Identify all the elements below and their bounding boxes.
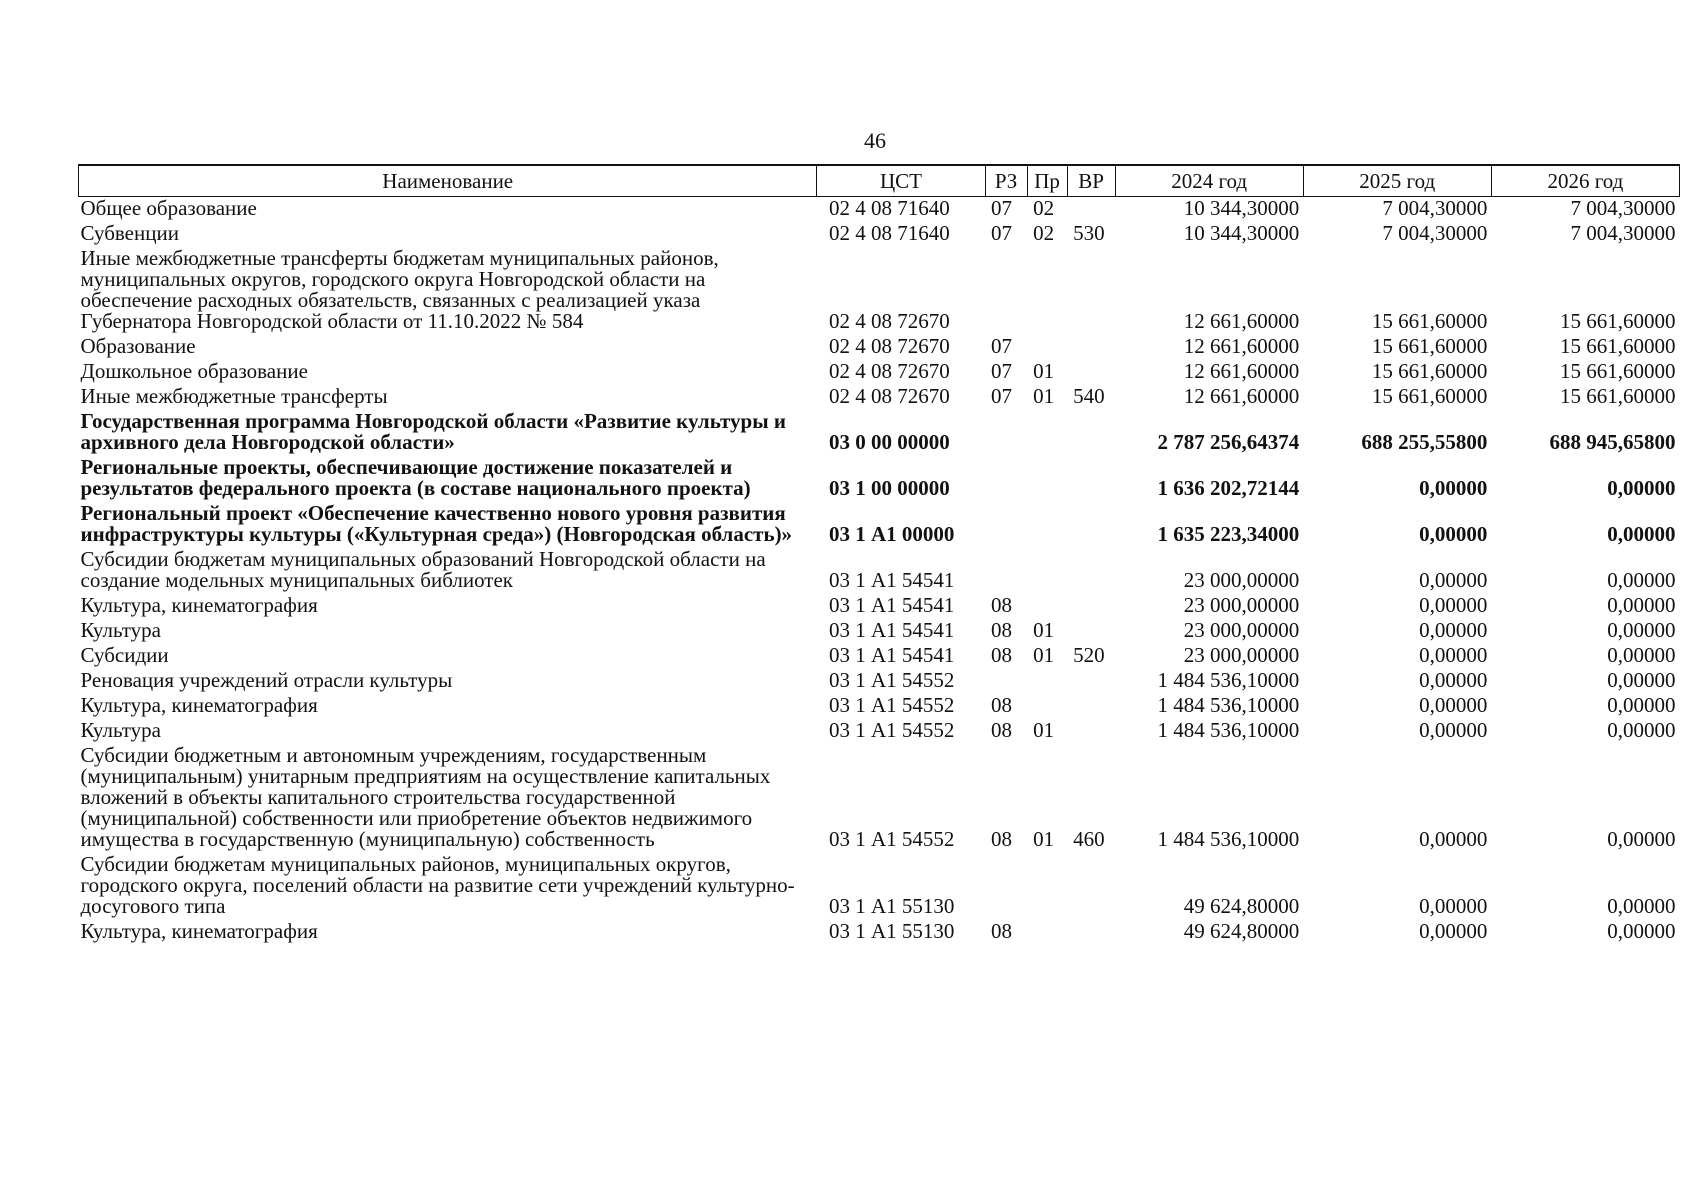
column-header-pr: Пр — [1027, 165, 1067, 197]
table-row — [79, 920, 1680, 945]
row-amount-2025: 0,00000 — [1419, 668, 1488, 692]
row-rz: 08 — [991, 593, 1013, 617]
row-cst: 02 4 08 72670 — [828, 309, 950, 333]
row-amount-2024: 1 484 536,10000 — [1157, 693, 1300, 717]
row-name: Субсидии бюджетам муниципальных образований Новгородской области на создание модельных муниципальных библиотек — [80, 547, 766, 592]
row-rz — [985, 669, 1027, 694]
row-amount-2024: 1 635 223,34000 — [1157, 522, 1300, 546]
column-header-2026: 2026 год — [1491, 165, 1679, 197]
row-amount-2024: 1 484 536,10000 — [1157, 827, 1300, 851]
column-header-2024: 2024 год — [1115, 165, 1303, 197]
row-cst: 03 0 00 00000 — [828, 430, 950, 454]
row-vr — [1067, 360, 1115, 385]
row-name: Иные межбюджетные трансферты — [80, 384, 388, 408]
row-amount-2024: 23 000,00000 — [1183, 618, 1300, 642]
row-amount-2025: 0,00000 — [1419, 568, 1488, 592]
table-row — [79, 385, 1680, 410]
table-row — [79, 669, 1680, 694]
row-amount-2024: 12 661,60000 — [1183, 359, 1300, 383]
row-vr — [1067, 197, 1115, 223]
row-amount-2026: 0,00000 — [1607, 476, 1676, 500]
row-vr: 540 — [1073, 384, 1105, 408]
row-pr — [1027, 594, 1067, 619]
row-rz: 08 — [991, 643, 1013, 667]
row-amount-2024: 23 000,00000 — [1183, 568, 1300, 592]
row-vr — [1067, 669, 1115, 694]
row-amount-2025: 0,00000 — [1419, 643, 1488, 667]
budget-table — [78, 164, 1680, 945]
row-amount-2024: 23 000,00000 — [1183, 643, 1300, 667]
table-row — [79, 247, 1680, 335]
row-rz: 07 — [991, 384, 1013, 408]
row-amount-2025: 15 661,60000 — [1371, 359, 1488, 383]
row-cst: 03 1 А1 54541 — [828, 618, 955, 642]
table-row — [79, 502, 1680, 548]
row-cst: 03 1 А1 55130 — [828, 919, 955, 943]
table-header-row — [79, 165, 1680, 197]
column-header-rz: РЗ — [985, 165, 1027, 197]
row-vr — [1067, 410, 1115, 456]
row-cst: 03 1 А1 00000 — [828, 522, 955, 546]
row-rz: 07 — [991, 196, 1013, 220]
row-rz — [985, 456, 1027, 502]
table-row — [79, 744, 1680, 853]
row-pr — [1027, 669, 1067, 694]
table-row — [79, 222, 1680, 247]
row-name: Дошкольное образование — [80, 359, 308, 383]
row-amount-2024: 10 344,30000 — [1183, 196, 1300, 220]
table-row — [79, 853, 1680, 920]
row-amount-2024: 49 624,80000 — [1183, 919, 1300, 943]
row-cst: 03 1 00 00000 — [828, 476, 950, 500]
row-rz — [985, 853, 1027, 920]
row-cst: 03 1 А1 54552 — [828, 827, 955, 851]
row-amount-2025: 0,00000 — [1419, 693, 1488, 717]
budget-table-sheet — [78, 164, 1680, 945]
table-row — [79, 197, 1680, 223]
row-vr: 460 — [1073, 827, 1105, 851]
row-amount-2026: 0,00000 — [1607, 668, 1676, 692]
row-amount-2025: 7 004,30000 — [1382, 196, 1488, 220]
row-amount-2026: 0,00000 — [1607, 522, 1676, 546]
row-name: Субсидии — [80, 643, 169, 667]
row-name: Иные межбюджетные трансферты бюджетам муниципальных районов, муниципальных округов, городского округа Новгородской области на обеспечение расходных обязательств, связанных с реализацией указа Губернатора Новгородской области от 11.10.2022 № 584 — [80, 246, 719, 333]
row-vr — [1067, 247, 1115, 335]
row-name: Культура, кинематография — [80, 693, 318, 717]
row-vr — [1067, 502, 1115, 548]
row-name: Субсидии бюджетам муниципальных районов, муниципальных округов, городского округа, поселений области на развитие сети учреждений культурно-досугового типа — [80, 852, 795, 918]
row-cst: 02 4 08 72670 — [828, 384, 950, 408]
row-amount-2026: 0,00000 — [1607, 894, 1676, 918]
row-name: Региональные проекты, обеспечивающие достижение показателей и результатов федерального проекта (в составе национального проекта) — [80, 455, 751, 500]
row-pr — [1027, 853, 1067, 920]
row-amount-2024: 10 344,30000 — [1183, 221, 1300, 245]
row-amount-2026: 0,00000 — [1607, 593, 1676, 617]
row-amount-2026: 688 945,65800 — [1549, 430, 1676, 454]
row-cst: 03 1 А1 54541 — [828, 593, 955, 617]
row-amount-2026: 0,00000 — [1607, 618, 1676, 642]
row-pr — [1027, 548, 1067, 594]
row-cst: 03 1 А1 54541 — [828, 568, 955, 592]
row-vr — [1067, 548, 1115, 594]
row-amount-2024: 1 484 536,10000 — [1157, 668, 1300, 692]
row-amount-2025: 7 004,30000 — [1382, 221, 1488, 245]
row-amount-2025: 0,00000 — [1419, 919, 1488, 943]
row-pr: 01 — [1033, 384, 1055, 408]
table-row — [79, 594, 1680, 619]
row-amount-2026: 0,00000 — [1607, 568, 1676, 592]
row-amount-2024: 49 624,80000 — [1183, 894, 1300, 918]
row-amount-2024: 12 661,60000 — [1183, 309, 1300, 333]
column-header-2025: 2025 год — [1303, 165, 1491, 197]
row-pr — [1027, 335, 1067, 360]
row-rz: 07 — [991, 359, 1013, 383]
row-rz: 08 — [991, 919, 1013, 943]
row-amount-2026: 15 661,60000 — [1560, 359, 1676, 383]
row-pr: 01 — [1033, 643, 1055, 667]
row-amount-2026: 0,00000 — [1607, 919, 1676, 943]
row-pr: 01 — [1033, 618, 1055, 642]
row-rz — [985, 410, 1027, 456]
page-number: 46 — [864, 128, 886, 153]
row-name: Субвенции — [80, 221, 179, 245]
table-row — [79, 694, 1680, 719]
row-name: Общее образование — [80, 196, 257, 220]
row-name: Образование — [80, 334, 196, 358]
row-rz: 08 — [991, 693, 1013, 717]
row-amount-2026: 7 004,30000 — [1570, 221, 1676, 245]
row-pr — [1027, 694, 1067, 719]
row-vr — [1067, 719, 1115, 744]
row-rz: 08 — [991, 718, 1013, 742]
row-amount-2026: 15 661,60000 — [1560, 334, 1676, 358]
row-amount-2026: 0,00000 — [1607, 718, 1676, 742]
row-amount-2024: 2 787 256,64374 — [1157, 430, 1300, 454]
row-amount-2025: 0,00000 — [1419, 894, 1488, 918]
row-amount-2026: 15 661,60000 — [1560, 384, 1676, 408]
row-cst: 03 1 А1 54552 — [828, 693, 955, 717]
row-pr — [1027, 410, 1067, 456]
row-amount-2025: 15 661,60000 — [1371, 334, 1488, 358]
row-vr — [1067, 920, 1115, 945]
row-cst: 02 4 08 71640 — [828, 221, 950, 245]
row-amount-2026: 0,00000 — [1607, 827, 1676, 851]
row-amount-2025: 688 255,55800 — [1361, 430, 1488, 454]
row-amount-2024: 23 000,00000 — [1183, 593, 1300, 617]
row-cst: 03 1 А1 54541 — [828, 643, 955, 667]
row-amount-2024: 1 484 536,10000 — [1157, 718, 1300, 742]
row-rz: 07 — [991, 334, 1013, 358]
row-amount-2025: 0,00000 — [1419, 618, 1488, 642]
row-pr: 01 — [1033, 718, 1055, 742]
row-name: Культура — [80, 718, 161, 742]
table-row — [79, 410, 1680, 456]
row-amount-2024: 1 636 202,72144 — [1157, 476, 1300, 500]
row-rz — [985, 247, 1027, 335]
row-name: Культура, кинематография — [80, 593, 318, 617]
row-amount-2025: 15 661,60000 — [1371, 309, 1488, 333]
row-amount-2025: 15 661,60000 — [1371, 384, 1488, 408]
row-pr: 01 — [1033, 827, 1055, 851]
row-amount-2026: 0,00000 — [1607, 693, 1676, 717]
row-name: Субсидии бюджетным и автономным учреждениям, государственным (муниципальным) унитарным предприятиям на осуществление капитальных вложений в объекты капитального строительства государственной (муниципальной) собственности или приобретение объектов недвижимого имущества в государственную (муниципальную) собственность — [80, 743, 771, 851]
column-header-name: Наименование — [79, 165, 817, 197]
row-cst: 02 4 08 72670 — [828, 359, 950, 383]
column-header-vr: ВР — [1067, 165, 1115, 197]
row-amount-2026: 15 661,60000 — [1560, 309, 1676, 333]
row-pr — [1027, 502, 1067, 548]
table-row — [79, 548, 1680, 594]
row-rz — [985, 502, 1027, 548]
row-amount-2025: 0,00000 — [1419, 593, 1488, 617]
row-amount-2025: 0,00000 — [1419, 522, 1488, 546]
row-rz: 08 — [991, 827, 1013, 851]
row-amount-2024: 12 661,60000 — [1183, 384, 1300, 408]
row-name: Государственная программа Новгородской области «Развитие культуры и архивного дела Новгородской области» — [80, 409, 786, 454]
row-vr: 530 — [1073, 221, 1105, 245]
table-row — [79, 619, 1680, 644]
table-row — [79, 360, 1680, 385]
row-cst: 02 4 08 71640 — [828, 196, 950, 220]
table-row — [79, 456, 1680, 502]
row-pr — [1027, 920, 1067, 945]
row-rz — [985, 548, 1027, 594]
row-vr — [1067, 594, 1115, 619]
row-cst: 03 1 А1 54552 — [828, 718, 955, 742]
row-name: Культура — [80, 618, 161, 642]
row-vr — [1067, 456, 1115, 502]
row-pr — [1027, 247, 1067, 335]
row-amount-2024: 12 661,60000 — [1183, 334, 1300, 358]
row-vr: 520 — [1073, 643, 1105, 667]
row-pr — [1027, 456, 1067, 502]
column-header-cst: ЦСТ — [817, 165, 985, 197]
table-row — [79, 335, 1680, 360]
row-vr — [1067, 335, 1115, 360]
table-body — [79, 197, 1680, 946]
row-amount-2025: 0,00000 — [1419, 827, 1488, 851]
table-row — [79, 644, 1680, 669]
row-name: Реновация учреждений отрасли культуры — [80, 668, 453, 692]
row-vr — [1067, 694, 1115, 719]
row-amount-2026: 0,00000 — [1607, 643, 1676, 667]
row-vr — [1067, 619, 1115, 644]
row-amount-2026: 7 004,30000 — [1570, 196, 1676, 220]
row-pr: 01 — [1033, 359, 1055, 383]
row-name: Региональный проект «Обеспечение качественно нового уровня развития инфраструктуры культуры («Культурная среда») (Новгородская область)» — [80, 501, 793, 546]
row-name: Культура, кинематография — [80, 919, 318, 943]
row-rz: 07 — [991, 221, 1013, 245]
row-cst: 03 1 А1 54552 — [828, 668, 955, 692]
table-row — [79, 719, 1680, 744]
row-vr — [1067, 853, 1115, 920]
row-cst: 03 1 А1 55130 — [828, 894, 955, 918]
row-amount-2025: 0,00000 — [1419, 476, 1488, 500]
row-pr: 02 — [1033, 221, 1055, 245]
row-pr: 02 — [1033, 196, 1055, 220]
row-amount-2025: 0,00000 — [1419, 718, 1488, 742]
row-rz: 08 — [991, 618, 1013, 642]
row-cst: 02 4 08 72670 — [828, 334, 950, 358]
